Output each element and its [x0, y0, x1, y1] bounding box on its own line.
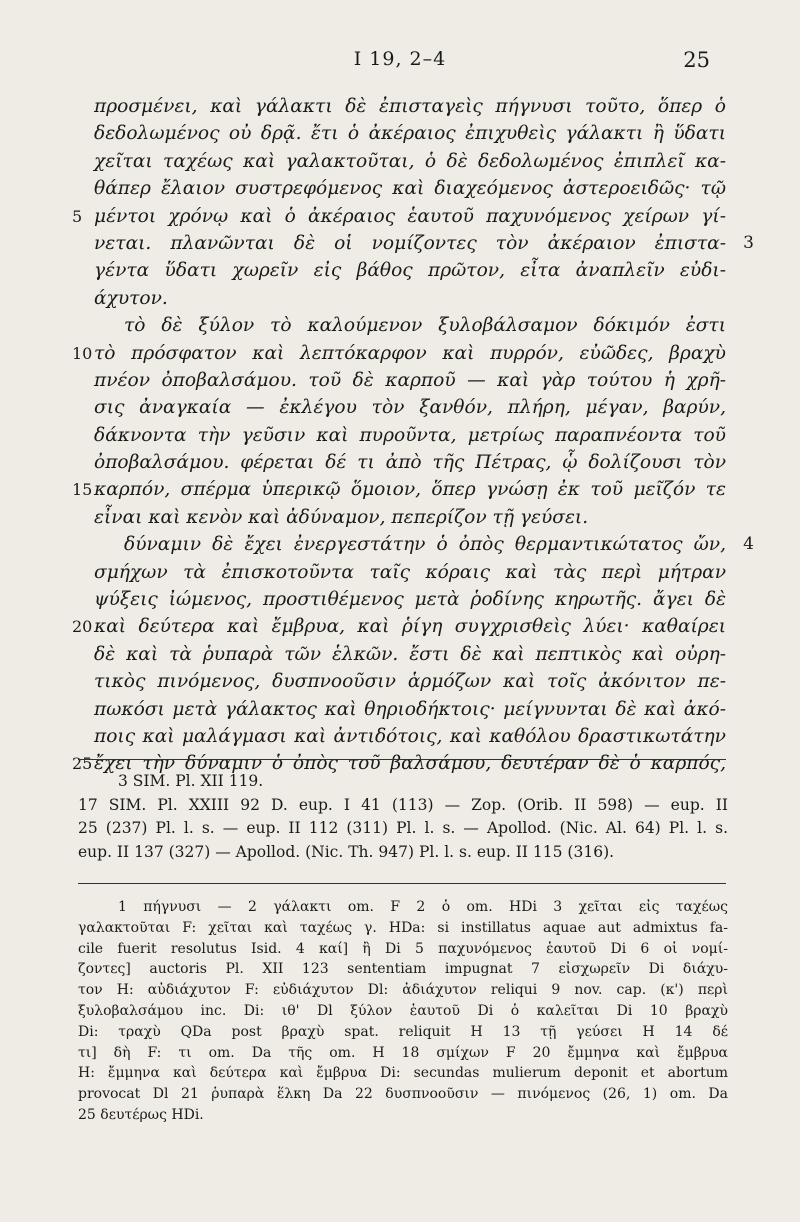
testimonia-line: eup. II 137 (327) — Apollod. (Nic. Th. 947) Pl. l. s. eup. II 115 (316).: [78, 842, 615, 861]
line-text: γέντα ὕδατι χωρεῖν εἰς βάθος πρῶτον, εἶτα ἀναπλεῖν εὐδι-: [94, 260, 726, 282]
apparatus-line: H: ἔμμηνα καὶ δεύτερα καὶ ἔμβρυα Di: secundas mulierum deponit et abortum: [78, 1065, 728, 1082]
apparatus-line: τι] δὴ F: τι om. Da τῆς om. H 18 σμίχων F 20 ἔμμηνα καὶ ἔμβρυα: [78, 1044, 728, 1061]
margin-section-number: 4: [743, 534, 754, 555]
apparatus-line: 1 πήγνυσι — 2 γάλακτι om. F 2 ὁ om. HDi 3 χεῖται εἰς ταχέως: [118, 899, 728, 915]
text-line: [94, 586, 726, 613]
text-line: [94, 696, 726, 723]
running-head: [0, 48, 800, 78]
line-text: καρπόν, σπέρμα ὑπερικῷ ὅμοιον, ὅπερ γνώσῃ ἐκ τοῦ μεῖζόν τε: [94, 479, 726, 501]
line-text: άχυτον.: [94, 287, 168, 309]
apparatus-line: Di: τραχὺ QDa post βραχὺ spat. reliquit H 13 τῇ γεύσει H 14 δέ: [78, 1023, 728, 1040]
line-number: 10: [72, 343, 93, 363]
line-text: σμήχων τὰ ἐπισκοτοῦντα ταῖς κόραις καὶ τὰς περὶ μήτραν: [94, 561, 726, 583]
text-line: [94, 449, 726, 476]
apparatus-line: ξυλοβαλσάμου inc. Di: ιθ' Dl ξύλον ἑαυτοῦ Di ὁ καλεῖται Di 10 βραχὺ: [78, 1002, 728, 1019]
text-line: [94, 175, 726, 202]
line-text: τὸ δὲ ξύλον τὸ καλούμενον ξυλοβάλσαμον δόκιμόν ἐστι: [124, 315, 726, 337]
text-line: [94, 312, 726, 339]
text-line: [94, 559, 726, 586]
line-text: ψύξεις ἰώμενος, προστιθέμενος μετὰ ῥοδίνης κηρωτῆς. ἄγει δὲ: [94, 589, 726, 611]
page-number: 25: [683, 48, 710, 72]
critical-apparatus: [78, 897, 728, 1126]
apparatus-line: τον H: αὐδιάχυτον F: εὐδιάχυτον Dl: ἀδιάχυτον reliqui 9 nov. cap. (κ') περὶ: [78, 982, 728, 999]
text-line: [72, 340, 726, 367]
text-line: [94, 723, 726, 750]
main-greek-text: [72, 93, 754, 778]
line-text: δὲ καὶ τὰ ῥυπαρὰ τῶν ἑλκῶν. ἔστι δὲ καὶ πεπτικὸς καὶ οὐρη-: [94, 643, 726, 665]
text-line: [94, 120, 726, 147]
line-text: ἔχει τὴν δύναμιν ὁ ὀπὸς τοῦ βαλσάμου, δευτέραν δὲ ὁ καρπός,: [94, 753, 726, 775]
line-text: προσμένει, καὶ γάλακτι δὲ ἐπισταγεὶς πήγνυσι τοῦτο, ὅπερ ὁ: [94, 96, 726, 117]
text-line: [72, 203, 726, 230]
line-text: σις ἀναγκαία — ἐκλέγου τὸν ξανθόν, πλήρη, μέγαν, βαρύν,: [94, 397, 726, 419]
line-text: πωκόσι μετὰ γάλακτος καὶ θηριοδήκτοις· μείγνυνται δὲ καὶ ἀκό-: [94, 698, 726, 720]
text-line: [94, 367, 726, 394]
text-line: [72, 476, 726, 503]
line-number: 20: [72, 617, 93, 637]
text-divider-rule: [78, 759, 726, 760]
text-line: [94, 230, 754, 257]
apparatus-line: provocat Dl 21 ῥυπαρὰ ἕλκη Da 22 δυσπνοοῦσιν — πινόμενος (26, 1) om. Da: [78, 1086, 728, 1103]
line-text: δεδολωμένος οὐ δρᾷ. ἔτι ὁ ἀκέραιος ἐπιχυθεὶς γάλακτι ἢ ὕδατι: [94, 123, 726, 145]
line-text: ποις καὶ μαλάγμασι καὶ ἀντιδότοις, καὶ καθόλου δραστικωτάτην: [94, 725, 726, 747]
line-text: καὶ δεύτερα καὶ ἔμβρυα, καὶ ῥίγη συγχρισθεὶς λύει· καθαίρει: [94, 616, 726, 638]
section-reference: I 19, 2–4: [353, 48, 447, 70]
apparatus-line: 25 δευτέρως HDi.: [78, 1106, 204, 1123]
apparatus-divider-rule: [78, 883, 726, 884]
text-line: [94, 422, 726, 449]
line-text: θάπερ ἔλαιον συστρεφόμενος καὶ διαχεόμενος ἀστεροειδῶς· τῷ: [94, 178, 726, 200]
text-line: [94, 285, 726, 312]
line-text: τικὸς πινόμενος, δυσπνοοῦσιν ἁρμόζων καὶ τοῖς ἀκόνιτον πε-: [94, 671, 726, 693]
testimonia-line: 25 (237) Pl. l. s. — eup. II 112 (311) Pl. l. s. — Apollod. (Nic. Al. 64) Pl. l. s.: [78, 819, 728, 837]
line-text: μέντοι χρόνῳ καὶ ὁ ἀκέραιος ἑαυτοῦ παχυνόμενος χείρων γί-: [94, 205, 726, 227]
line-number: 5: [72, 206, 83, 226]
text-line: [94, 504, 726, 531]
testimonia-block: [78, 770, 728, 864]
text-line: [94, 531, 754, 558]
text-line: [94, 668, 726, 695]
line-text: χεῖται ταχέως καὶ γαλακτοῦται, ὁ δὲ δεδολωμένος ἐπιπλεῖ κα-: [94, 150, 726, 172]
line-text: εἶναι καὶ κενὸν καὶ ἀδύναμον, πεπερίζον τῇ γεύσει.: [94, 506, 589, 528]
margin-section-number: 3: [743, 232, 754, 253]
text-line: [94, 257, 726, 284]
text-line: [94, 148, 726, 175]
line-text: δύναμιν δὲ ἔχει ἐνεργεστάτην ὁ ὀπὸς θερμαντικώτατος ὤν,: [124, 534, 726, 556]
testimonia-line: 17 SIM. Pl. XXIII 92 D. eup. I 41 (113) — Zop. (Orib. II 598) — eup. II: [78, 795, 728, 814]
line-text: νεται. πλανῶνται δὲ οἱ νομίζοντες τὸν ἀκέραιον ἐπιστα-: [94, 232, 726, 254]
text-line: [94, 93, 726, 120]
apparatus-line: ζοντες] auctoris Pl. XII 123 sententiam impugnat 7 εἰσχωρεῖν Di διάχυ-: [78, 961, 728, 978]
line-number: 25: [72, 754, 93, 774]
line-text: πνέον ὀποβαλσάμου. τοῦ δὲ καρποῦ — καὶ γὰρ τούτου ἡ χρῆ-: [94, 369, 726, 391]
line-text: ὀποβαλσάμου. φέρεται δέ τι ἀπὸ τῆς Πέτρας, ᾧ δολίζουσι τὸν: [94, 452, 726, 474]
line-text: δάκνοντα τὴν γεῦσιν καὶ πυροῦντα, μετρίως παραπνέοντα τοῦ: [94, 424, 726, 446]
text-line: [94, 394, 726, 421]
line-number: 15: [72, 480, 93, 500]
testimonia-line: 3 SIM. Pl. XII 119.: [118, 772, 264, 790]
apparatus-line: cile fuerit resolutus Isid. 4 καί] ἢ Di 5 παχυνόμενος ἑαυτοῦ Di 6 οἱ νομί-: [78, 940, 728, 957]
text-line: [94, 641, 726, 668]
line-text: τὸ πρόσφατον καὶ λεπτόκαρφον καὶ πυρρόν, εὐῶδες, βραχὺ: [94, 342, 726, 364]
text-line: [72, 613, 726, 640]
apparatus-line: γαλακτοῦται F: χεῖται καὶ ταχέως γ. HDa: si instillatus aquae aut admixtus fa-: [78, 919, 728, 936]
